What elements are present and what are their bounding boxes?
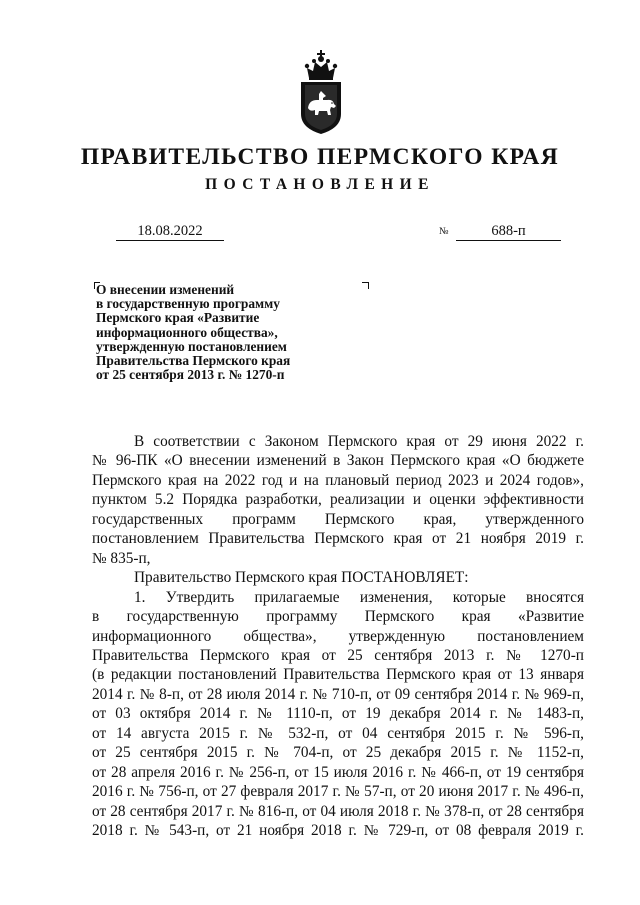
body-line: информационного общества», утвержденную постановлением [92,627,584,645]
coat-of-arms-icon [293,44,349,136]
body-line: В соответствии с Законом Пермского края от 29 июня 2022 г. [134,433,584,450]
body-line: № 96-ПК «О внесении изменений в Закон Пермского края «О бюджете [92,452,584,470]
number-sign: № [439,226,449,237]
government-title: ПРАВИТЕЛЬСТВО ПЕРМСКОГО КРАЯ [80,144,560,170]
subject-line: Пермского края «Развитие [96,310,260,326]
body-line: 2016 г. № 756-п, от 27 февраля 2017 г. № 57-п, от 20 июня 2017 г. № 496-п, [92,783,584,801]
document-type: ПОСТАНОВЛЕНИЕ [205,176,435,193]
document-body [92,432,584,841]
body-line: 2018 г. № 543-п, от 21 ноября 2018 г. № 729-п, от 08 февраля 2019 г. [92,822,584,840]
subject-line: от 25 сентября 2013 г. № 1270-п [96,367,285,383]
subject-bracket-right [362,282,369,289]
body-line: от 14 августа 2015 г. № 532-п, от 04 сентября 2015 г. № 596-п, [92,724,584,742]
document-number: 688-п [456,222,561,241]
subject-line: О внесении изменений [96,282,235,297]
subject-line: в государственную программу [96,296,280,312]
subject-line: Правительства Пермского края [96,353,291,369]
body-line: государственных программ Пермского края, утвержденного [92,510,584,528]
body-line: (в редакции постановлений Правительства Пермского края от 13 января [92,666,584,684]
body-line: от 28 апреля 2016 г. № 256-п, от 15 июля 2016 г. № 466-п, от 19 сентября [92,763,584,781]
body-line: 2014 г. № 8-п, от 28 июля 2014 г. № 710-п, от 09 сентября 2014 г. № 969-п, [92,685,584,703]
body-line: от 03 октября 2014 г. № 1110-п, от 19 декабря 2014 г. № 1483-п, [92,705,584,723]
crown-icon [305,50,337,80]
preamble-paragraph [92,432,584,568]
document-date: 18.08.2022 [116,222,224,241]
document-subject [96,283,356,382]
body-line: в государственную программу Пермского края «Развитие [92,608,584,626]
subject-line: информационного общества», [96,324,278,340]
body-line: Правительство Пермского края ПОСТАНОВЛЯЕТ: [134,569,469,587]
body-line: Правительства Пермского края от 25 сентября 2013 г. № 1270-п [92,646,584,664]
body-line: от 28 сентября 2017 г. № 816-п, от 04 июля 2018 г. № 378-п, от 28 сентября [92,802,584,820]
clause-1-paragraph [92,588,584,841]
body-line: пунктом 5.2 Порядка разработки, реализации и оценки эффективности [92,491,584,509]
body-line: 1. Утвердить прилагаемые изменения, которые вносятся [134,588,584,606]
body-line: Пермского края на 2022 год и на плановый период 2023 и 2024 годов», [92,471,584,489]
body-line: постановлением Правительства Пермского края от 21 ноября 2019 г. [92,530,584,548]
body-line: от 25 сентября 2015 г. № 704-п, от 25 декабря 2015 г. № 1152-п, [92,744,584,762]
subject-line: утвержденную постановлением [96,338,287,354]
resolves-paragraph [92,568,584,587]
body-line: № 835-п, [92,549,151,567]
